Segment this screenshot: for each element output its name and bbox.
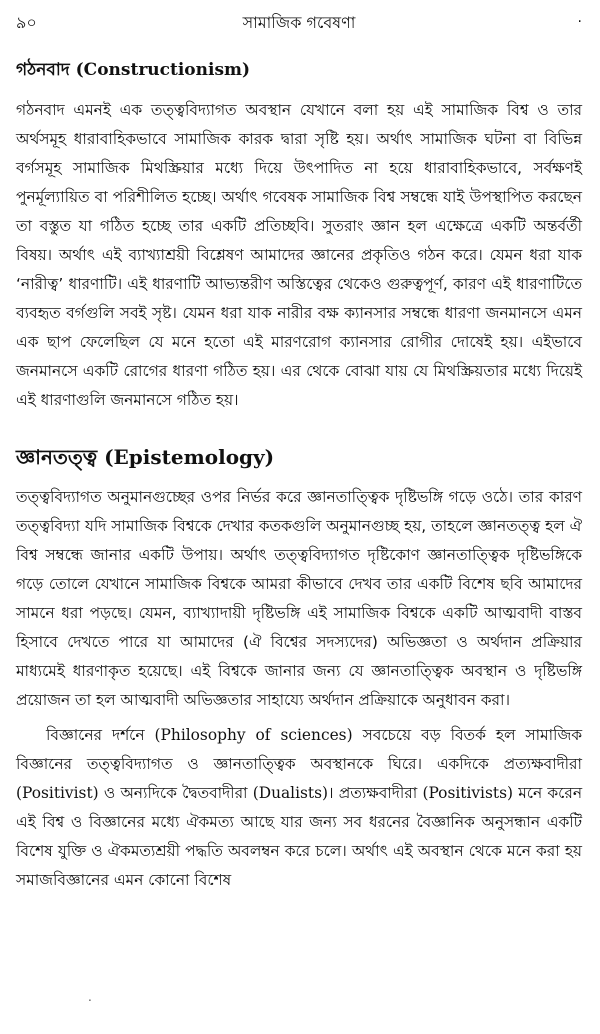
footer-mark: .: [88, 990, 92, 1004]
english-term: (Positivists): [422, 784, 513, 802]
text-run: সবচেয়ে বড় বিতর্ক হল সামাজিক বিজ্ঞানের তত্ত্ববিদ্যাগত ও জ্ঞানতাত্ত্বিক অবস্থানকে ঘিরে। একদিকে প্রত্যক্ষবাদীরা: [16, 726, 582, 773]
paragraph-epistemology-1: তত্ত্ববিদ্যাগত অনুমানগুচ্ছের ওপর নির্ভর করে জ্ঞানতাত্ত্বিক দৃষ্টিভঙ্গি গড়ে ওঠে। তার কারণ তত্ত্ববিদ্যা যদি সামাজিক বিশ্বকে দেখার কতকগুলি অনুমানগুচ্ছ হয়, তাহলে জ্ঞানতত্ত্ব হল ঐ বিশ্ব সম্বন্ধে জানার একটি উপায়। অর্থাৎ তত্ত্ববিদ্যাগত দৃষ্টিকোণ জ্ঞানতাত্ত্বিক দৃষ্টিভঙ্গিকে গড়ে তোলে যেখানে সামাজিক বিশ্বকে আমরা কীভাবে দেখব তার একটি বিশেষ ছবি আমাদের সামনে ধরা পড়ছে। যেমন, ব্যাখ্যাদায়ী দৃষ্টিভঙ্গি এই সামাজিক বিশ্বকে একটি আত্মবাদী বাস্তব হিসাবে দেখতে পারে যা আমাদের (ঐ বিশ্বের সদস্যদের) অভিজ্ঞতা ও অর্থদান প্রক্রিয়ার মাধ্যমেই ধারণাকৃত হয়েছে। এই বিশ্বকে জানার জন্য যে জ্ঞানতাত্ত্বিক অবস্থান ও দৃষ্টিভঙ্গি প্রয়োজন তা হল আত্মবাদী অভিজ্ঞতার সাহায্যে অর্থদান প্রক্রিয়াকে অনুধাবন করা।: [16, 488, 582, 709]
page-number: ৯০: [16, 13, 37, 32]
paragraph-epistemology-2: [16, 721, 582, 895]
text-run: ও অন্যদিকে দ্বৈতবাদীরা: [98, 784, 253, 802]
english-term: (Philosophy of sciences): [154, 726, 353, 744]
heading-english: (Epistemology): [104, 445, 275, 469]
running-header: [16, 8, 582, 36]
running-title: সামাজিক গবেষণা: [242, 13, 356, 32]
english-term: (Dualists): [252, 784, 329, 802]
heading-english: (Constructionism): [75, 60, 251, 80]
section-heading-epistemology: [16, 445, 582, 469]
english-term: (Positivist): [16, 784, 99, 802]
text-run: বিজ্ঞানের দর্শনে: [46, 726, 155, 744]
text-run: । প্রত্যক্ষবাদীরা: [328, 784, 423, 802]
section-heading-constructionism: [16, 58, 582, 82]
text-run: মনে করেন এই বিশ্ব ও বিজ্ঞানের মধ্যে ঐকমত্য আছে যার জন্য সব ধরনের বৈজ্ঞানিক অনুসন্ধান একটি বিশেষ যুক্তি ও ঐকমত্যশ্রয়ী পদ্ধতি অবলম্বন করে চলে। অর্থাৎ এই অবস্থান থেকে মনে করা হয় সমাজবিজ্ঞানের এমন কোনো বিশেষ: [16, 784, 583, 889]
heading-bengali: গঠনবাদ: [16, 60, 70, 80]
header-mark: .: [577, 10, 582, 26]
heading-bengali: জ্ঞানতত্ত্ব: [16, 445, 98, 469]
paragraph-constructionism: গঠনবাদ এমনই এক তত্ত্ববিদ্যাগত অবস্থান যেখানে বলা হয় এই সামাজিক বিশ্ব ও তার অর্থসমূহ ধারাবাহিকভাবে সামাজিক কারক দ্বারা সৃষ্টি হয়। অর্থাৎ সামাজিক ঘটনা বা বিভিন্ন বর্গসমূহ সামাজিক মিথস্ক্রিয়ার মধ্যে দিয়ে উৎপাদিত না হয়ে ধারাবাহিকভাবে, সর্বক্ষণই পুনর্মূল্যায়িত বা পরিশীলিত হচ্ছে। অর্থাৎ গবেষক সামাজিক বিশ্ব সম্বন্ধে যাই উপস্থাপিত করছেন তা বস্তুত যা গঠিত হচ্ছে তার একটি প্রতিচ্ছবি। সুতরাং জ্ঞান হল এক্ষেত্রে একটি অন্তর্বর্তী বিষয়। অর্থাৎ এই ব্যাখ্যাশ্রয়ী বিশ্লেষণ আমাদের জ্ঞানের প্রকৃতিও গঠন করে। যেমন ধরা যাক ‘নারীত্ব’ ধারণাটি। এই ধারণাটি আভ্যন্তরীণ অস্তিত্বের থেকেও গুরুত্বপূর্ণ, কারণ এই ধারণাটিতে ব্যবহৃত বর্গগুলি সবই সৃষ্ট। যেমন ধরা যাক নারীর বক্ষ ক্যানসার সম্বন্ধে ধারণা জনমানসে এমন এক ছাপ ফেলেছিল যে মনে হতো এই মারণরোগ ক্যানসার রোগীর দোষেই হয়। এইভাবে জনমানসে একটি রোগের ধারণা গঠিত হয়। এর থেকে বোঝা যায় যে মিথস্ক্রিয়তার মধ্যে দিয়েই এই ধারণাগুলি জনমানসে গঠিত হয়।: [16, 101, 582, 409]
